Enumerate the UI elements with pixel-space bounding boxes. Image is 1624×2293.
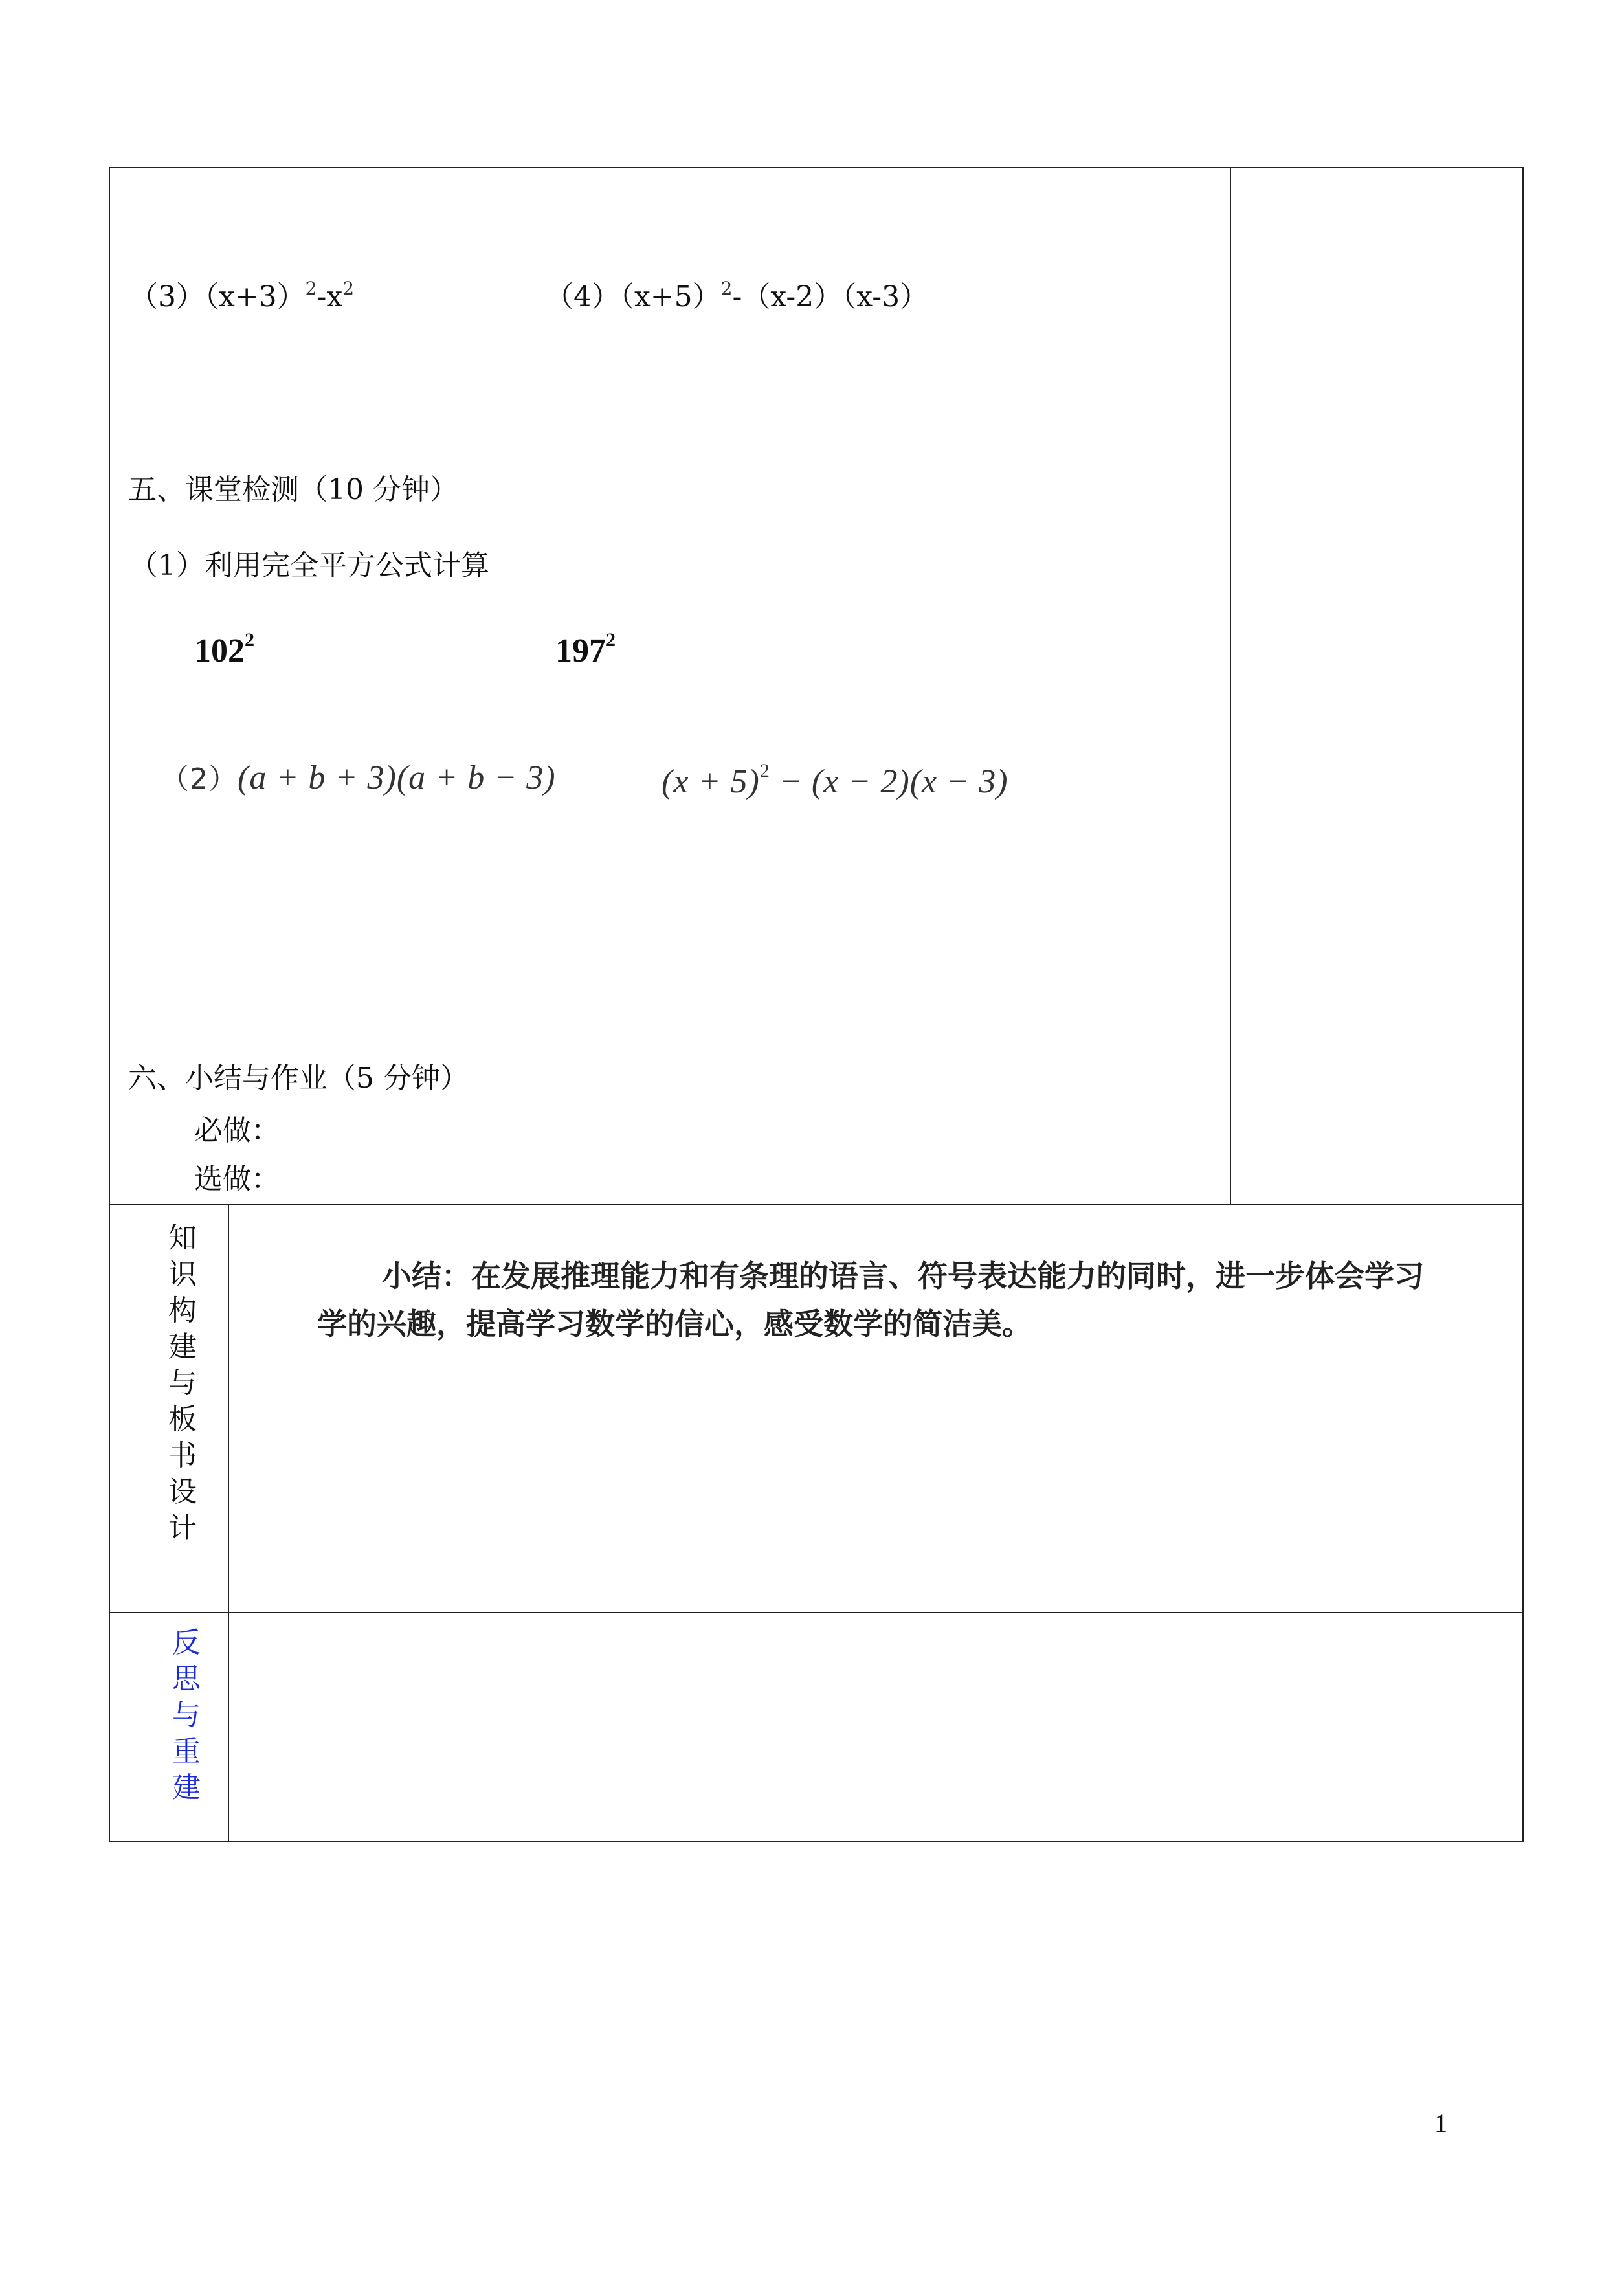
expression-1: (a + b + 3)(a + b − 3) bbox=[238, 759, 556, 796]
question-2-label: （2） bbox=[161, 763, 238, 796]
page-number: 1 bbox=[1434, 2108, 1447, 2138]
number-197-squared: $197^2$ bbox=[555, 629, 616, 669]
knowledge-row-label: 知识构建与板书设计 bbox=[168, 1222, 197, 1545]
number-102-squared: $102^2$ bbox=[194, 629, 254, 669]
homework-optional: 选做： bbox=[194, 1163, 280, 1196]
table-row-divider-2 bbox=[109, 1612, 1524, 1613]
section-5-heading: 五、课堂检测（10 分钟） bbox=[128, 473, 458, 506]
section-5-question-2 bbox=[161, 761, 556, 795]
section-6-heading: 六、小结与作业（5 分钟） bbox=[128, 1062, 469, 1095]
reflection-row-label: 反思与重建 bbox=[172, 1626, 201, 1804]
expression-2: $(x + 5)^2 - (x - 2)(x - 3)$ bbox=[662, 760, 1008, 800]
summary-box bbox=[229, 1205, 1522, 1611]
exercise-3: $(3)(x+3)^2-x^2$ bbox=[129, 278, 355, 313]
summary-line-2: 学的兴趣，提高学习数学的信心，感受数学的简洁美。 bbox=[317, 1306, 1032, 1341]
homework-required: 必做： bbox=[194, 1114, 280, 1147]
table-divider-right-column bbox=[1230, 167, 1231, 1205]
section-5-question-1: （1）利用完全平方公式计算 bbox=[129, 549, 489, 582]
summary-line-1: 小结：在发展推理能力和有条理的语言、符号表达能力的同时，进一步体会学习 bbox=[382, 1258, 1424, 1293]
exercise-4: $(4)(x+5)^2-(x-2)(x-3)$ bbox=[545, 278, 929, 313]
